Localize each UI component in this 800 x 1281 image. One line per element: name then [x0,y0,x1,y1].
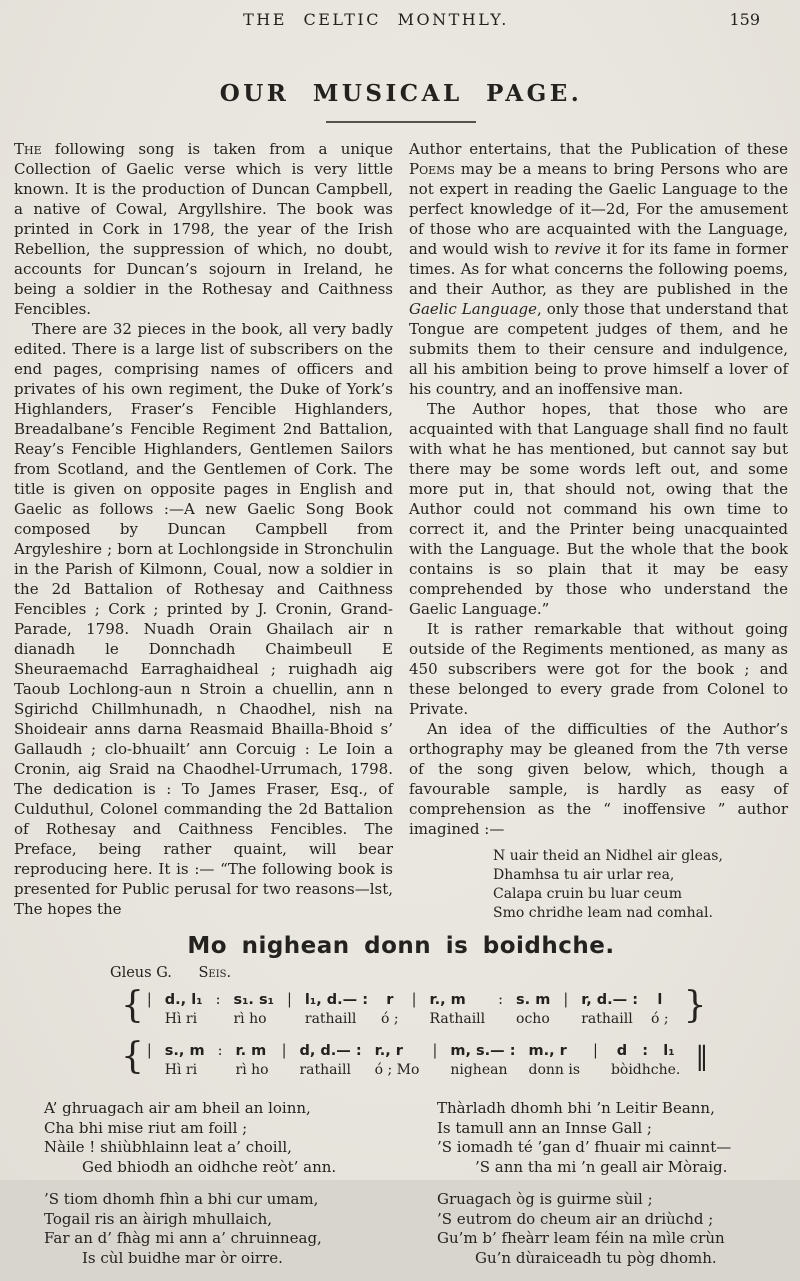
solfa-notes: r, d.— : [581,992,639,1008]
column-left [14,139,393,923]
italic-text: Gaelic Language [409,300,537,318]
stanza-line: ’S tiom dhomh fhìn a bhi cur umam, [44,1190,319,1208]
column-right [409,139,788,923]
solfa-notes: r., r [374,1043,403,1059]
solfa-notes: d, d.— : [299,1043,362,1059]
stanza-line: A’ ghruagach air am bheil an loinn, [44,1099,311,1117]
solfa-systems [121,985,709,1083]
text-run: , only those that understand that Tongue are competent judges of them, and he submits them to their censure and indulgence, all his ambition being to prove himself a lover of his country, and an inoffensive man. [409,300,788,398]
solfa-notes: s., m [164,1043,205,1059]
solfa-lyric: rathaill [581,1011,633,1027]
stanza-line: ’S eutrom do cheum air an driùchd ; [437,1209,714,1228]
stanza [44,1099,395,1177]
stanza [437,1099,788,1177]
solfa-cell [165,992,203,1028]
title-rule [326,121,476,123]
paragraph [409,719,788,839]
solfa-notes: : [498,992,504,1008]
stanza-line: Gu’m b’ fheàrr leam féin na mìle crùn [437,1229,725,1247]
text-run: Author entertains, that the Publication of these [409,140,788,158]
italic-text: revive [554,240,602,258]
solfa-lyric: rathaill [304,1011,357,1027]
solfa-cell [282,1043,287,1062]
small-caps-text: The [14,140,42,158]
solfa-cell [651,992,669,1028]
solfa-cell [165,1043,205,1079]
solfa-cell [432,1043,437,1062]
solfa-lyric: bòidhche. [610,1062,681,1078]
solfa-lyric: ó ; [651,1011,669,1027]
solfa-cell [529,1043,581,1079]
gleus-label: Gleus G. [110,965,172,981]
solfa-lyric: Rathaill [429,1011,486,1027]
song-section [14,933,788,1281]
solfa-cell [381,992,399,1028]
solfa-lyric: Hì ri [164,1011,198,1027]
solfa-notes: r., m [429,992,466,1008]
solfa-system [121,985,707,1032]
stanza-line: Cha bhi mise riut am foill ; [44,1118,248,1137]
solfa-notes: m, s.— : [450,1043,516,1059]
stanza-line: ’S iomadh té ’gan d’ fhuair mi cainnt— [437,1138,732,1156]
solfa-cell [581,992,638,1028]
solfa-notes: d : l₁ [616,1043,675,1059]
solfa-lyric: rathaill [299,1062,351,1078]
solfa-notes: r. m [235,1043,267,1059]
solfa-notes: d., l₁ [164,992,203,1008]
text-run: It is rather remarkable that without going outside of the Regiments mentioned, as many as 450 subscribers were got for the book ; and these belonged to every grade from Colonel to Private. [409,620,788,718]
solfa-notes: m., r [528,1043,567,1059]
solfa-cell [305,992,368,1028]
solfa-cell [236,1043,269,1079]
stanza [437,1190,788,1268]
solfa-notes: | [411,992,417,1008]
solfa-notes: | [563,992,569,1008]
solfa-cell [218,1043,223,1062]
article-title: OUR MUSICAL PAGE. [219,80,583,107]
journal-title: THE CELTIC MONTHLY. [243,10,509,29]
solfa-notes: | [432,1043,438,1059]
stanza-line: Is cùl buidhe mar òr oirre. [82,1248,283,1267]
solfa-notes: | [146,1043,152,1059]
solfa-lyric: ó ; Mo [374,1062,420,1078]
solfa-cell [412,992,417,1011]
solfa-cell [216,992,221,1011]
key-signature-line [110,965,788,981]
text-run: An idea of the difficulties of the Author’s orthography may be gleaned from the 7th verse of the song given below, which, though a favourable sample, is hardly as easy of comprehension as the “ inoffensive ” author imagined :— [409,720,788,838]
stanzas-right-column [395,1099,788,1281]
solfa-lyric: Hì ri [164,1062,198,1078]
verse-line: Smo chridhe leam nad comhal. [493,905,713,921]
solfa-cell [563,992,568,1011]
solfa-cell [375,1043,420,1079]
solfa-notes: l₁, d.— : [304,992,368,1008]
open-brace-glyph: { [121,985,144,1026]
stanza-line: Togail ris an àirigh mhullaich, [44,1209,273,1228]
solfa-cell [498,992,503,1011]
verse-line: Dhamhsa tu air urlar rea, [493,867,675,883]
stanza-line: Nàile ! shiùbhlainn leat a’ choill, [44,1138,292,1156]
solfa-notes: s₁. s₁ [233,992,274,1008]
solfa-cell [450,1043,515,1079]
solfa-lyric: rì ho [233,1011,267,1027]
solfa-cell [430,992,486,1028]
verse-line: N uair theid an Nidhel air gleas, [493,848,723,864]
stanza-line: Thàrladh dhomh bhi ’n Leitir Beann, [437,1099,715,1117]
solfa-notes: | [593,1043,598,1059]
solfa-lyric: ó ; [381,1011,399,1027]
paragraph [409,139,788,399]
solfa-cell [611,1043,680,1079]
solfa-cell [147,992,152,1011]
solfa-notes: l [657,992,663,1008]
solfa-system [121,1036,709,1083]
stanza-line: Ged bhiodh an oidhche reòt’ ann. [82,1157,337,1176]
solfa-lyric: nighean [450,1062,508,1078]
solfa-notes: | [146,992,152,1008]
solfa-cell [593,1043,598,1062]
page-number: 159 [729,10,760,29]
solfa-cell [287,992,292,1011]
close-brace-glyph: ‖ [695,1042,709,1072]
seis-label: Seis. [198,965,232,981]
solfa-lyric: donn is [528,1062,581,1078]
solfa-notes: : [215,992,221,1008]
small-caps-text: Poems [409,160,455,178]
solfa-notes: r [386,992,394,1008]
verse-line: Calapa cruin bu luar ceum [493,886,682,902]
stanza-line: ’S ann tha mi ’n geall air Mòraig. [475,1157,728,1176]
solfa-cell [299,1043,361,1079]
text-run: There are 32 pieces in the book, all very badly edited. There is a large list of subscribers on the end pages, comprising names of officers and privates of his own regiment, the Duke of York’s Highlanders, Fraser’s Fencible Highlanders, Breadalbane’s Fencible Regiment 2nd Battalion, Reay’s Fencible Highlanders, Gentlemen Sailors from Scotland, and the Gentlemen of Cork. The title is given on opposite pages in English and Gaelic as follows :—A new Gaelic Song Book composed by Duncan Campbell from Argyleshire ; born at Lochlongside in Stronchulin in the Parish of Kilmonn, Coual, now a soldier in the 2d Battalion of Rothesay and Caithness Fencibles ; Cork ; printed by J. Cronin, Grand-Parade, 1798. Nuadh Orain Ghailach air n dianadh le Donnchadh Chaimbeull E Sheuraemachd Earraghaidheal ; ruighadh aig Taoub Lochlong-aun n Stroin a chuellin, ann n Sgirichd Chillmhunadh, n Chaodhel, nish na Shoideair anns darna Reasmaid Bhailla-Bhoid s’ Gallaudh ; clo-bhuailt’ ann Corcuig : Le Ioin a Cronin, aig Sraid na Chaodhel-Urrumach, 1798. The dedication is : To James Fraser, Esq., of Culduthul, Colonel commanding the 2d Battalion of Rothesay and Caithness Fencibles. The Preface, being rather quaint, will bear reproducing here. It is :— “The following book is presented for Public perusal for two reasons—lst, The hopes the [14,320,393,918]
stanza-line: Is tamull ann an Innse Gall ; [437,1118,652,1137]
paragraph [409,619,788,719]
text-run: following song is taken from a unique Collection of Gaelic verse which is very little known. It is the production of Duncan Campbell, a native of Cowal, Argyllshire. The book was printed in Cork in 1798, the year of the Irish Rebellion, the suppression of which, no doubt, accounts for Duncan’s sojourn in Ireland, he being a soldier in the Rothesay and Caithness Fencibles. [14,140,393,318]
solfa-cells [147,992,682,1028]
solfa-cells [147,1043,693,1079]
running-head [14,10,788,32]
solfa-cell [516,992,550,1028]
song-title: Mo nighean donn is boidhche. [187,933,615,959]
paragraph [409,399,788,619]
paragraph [14,139,393,319]
solfa-notes: s. m [516,992,551,1008]
song-stanzas [14,1099,788,1281]
solfa-notes: : [217,1043,223,1059]
solfa-cell [147,1043,152,1062]
sample-verse [493,847,788,923]
text-run: may be a means to bring Persons who are not expert in reading the Gaelic Language to the perfect knowledge of it—2d, For the amusement of those who are acquainted with the Language, and would wish to [409,160,788,258]
article-columns [14,139,788,923]
paragraph [14,319,393,919]
open-brace-glyph: { [121,1036,144,1077]
stanza-line: Gruagach òg is guirme sùil ; [437,1190,653,1208]
solfa-lyric: rì ho [235,1062,269,1078]
stanza [44,1190,395,1268]
solfa-lyric: ocho [516,1011,550,1027]
stanzas-left-column [14,1099,395,1281]
solfa-cell [233,992,274,1028]
close-brace-glyph: } [683,985,707,1026]
text-run: The Author hopes, that those who are acquainted with that Language shall find no fault with what he has mentioned, but cannot say but there may be some words left out, and some more put in, that should not, owing that the Author could not command his own time to correct it, and the Printer being unacquainted with the Language. But the whole that the book contains is so plain that it may be easy comprehended by those who understand the Gaelic Language.” [409,400,788,618]
stanza-line: Gu’n dùraiceadh tu pòg dhomh. [475,1248,717,1267]
solfa-notes: | [281,1043,287,1059]
stanza-line: Far an d’ fhàg mi ann a’ chruinneag, [44,1229,322,1247]
text-run: it for its fame in former times. As for what concerns the following poems, and their Author, as they are published in the [409,240,788,298]
solfa-notes: | [286,992,292,1008]
